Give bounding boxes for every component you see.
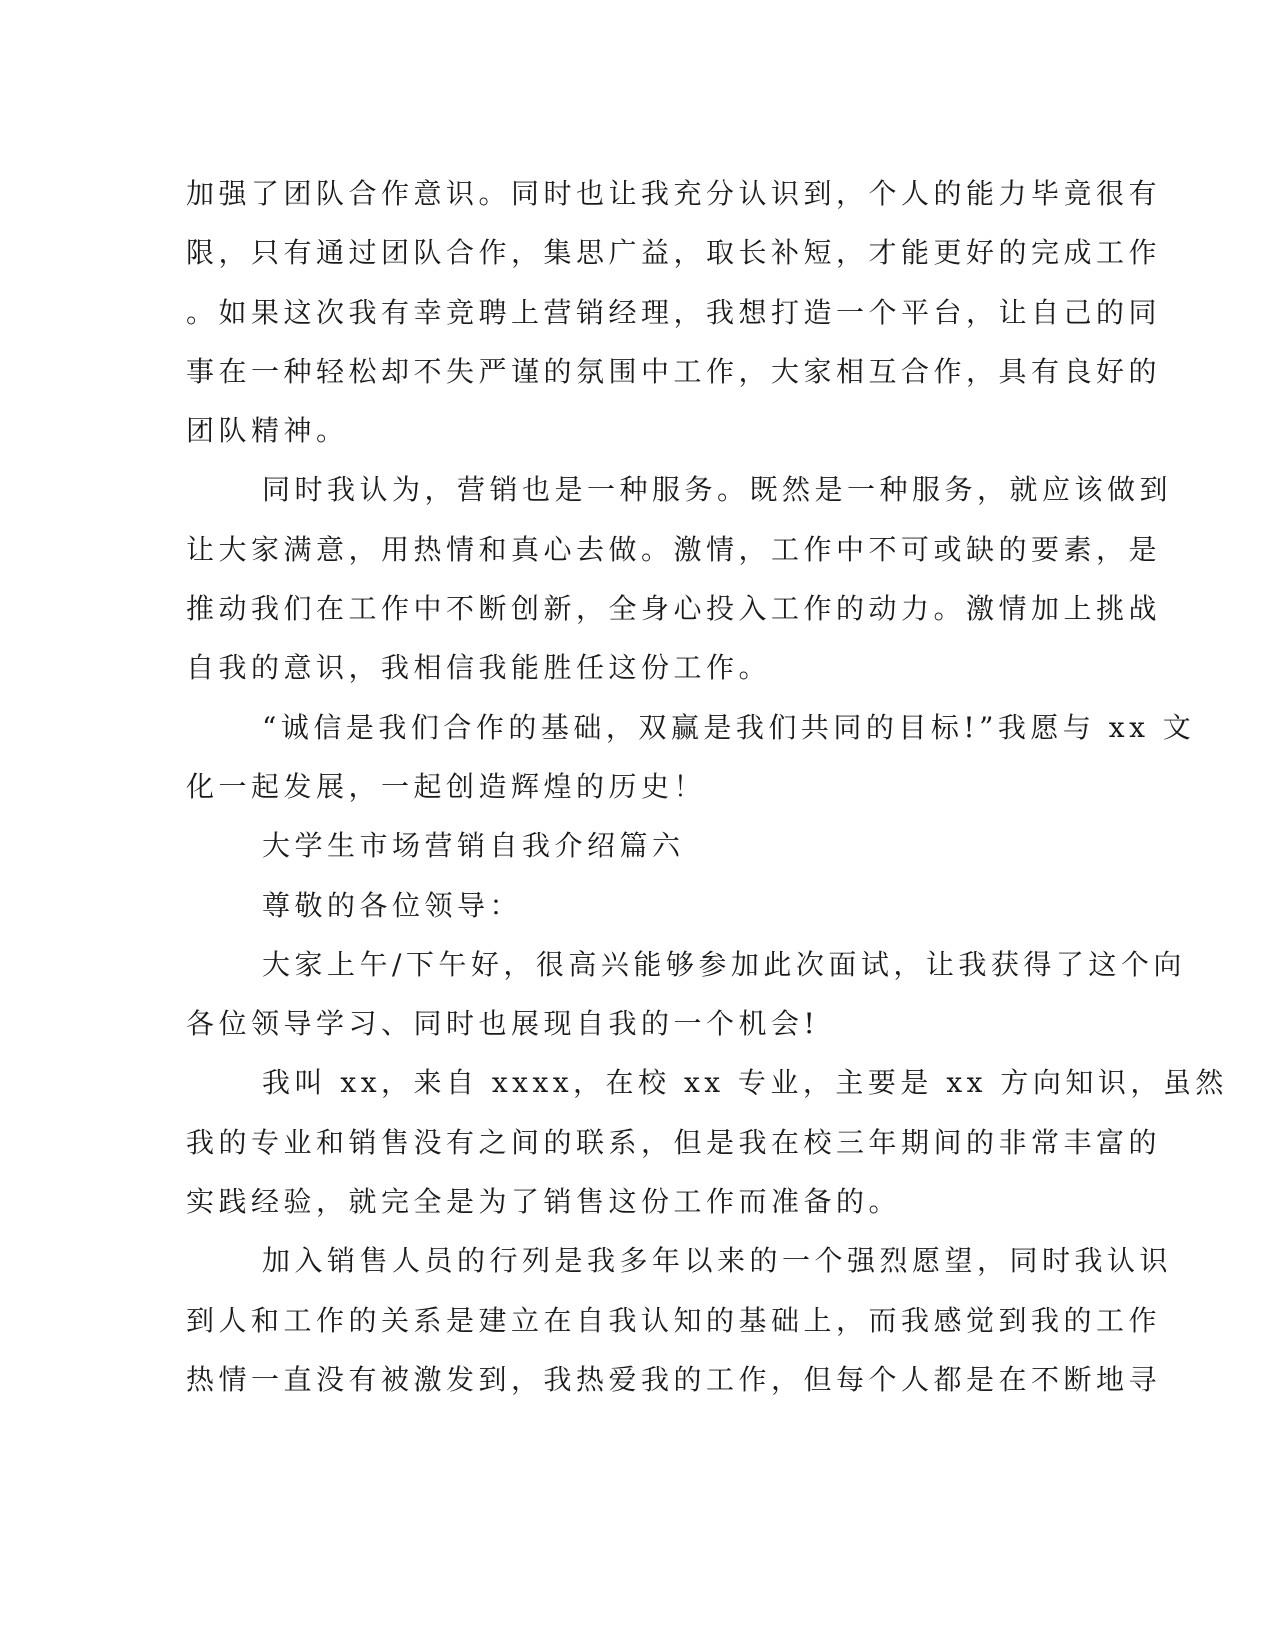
text-line: 限，只有通过团队合作，集思广益，取长补短，才能更好的完成工作 xyxy=(186,236,1162,270)
text-line: 热情一直没有被激发到，我热爱我的工作，但每个人都是在不断地寻 xyxy=(186,1362,1162,1396)
text-line: 实践经验，就完全是为了销售这份工作而准备的。 xyxy=(186,1185,902,1219)
text-line: 我的专业和销售没有之间的联系，但是我在校三年期间的非常丰富的 xyxy=(186,1125,1162,1159)
salutation: 尊敬的各位领导： xyxy=(262,888,523,922)
text-line: 自我的意识，我相信我能胜任这份工作。 xyxy=(186,651,772,685)
text-line: 。如果这次我有幸竞聘上营销经理，我想打造一个平台，让自己的同 xyxy=(186,295,1162,329)
paragraph-start-line: 同时我认为，营销也是一种服务。既然是一种服务，就应该做到 xyxy=(262,473,1173,507)
text-line: 推动我们在工作中不断创新，全身心投入工作的动力。激情加上挑战 xyxy=(186,592,1162,626)
text-line: 加强了团队合作意识。同时也让我充分认识到，个人的能力毕竟很有 xyxy=(186,177,1162,210)
paragraph-start-line: 大家上午/下午好，很高兴能够参加此次面试，让我获得了这个向 xyxy=(262,947,1186,981)
text-line: 化一起发展，一起创造辉煌的历史！ xyxy=(186,769,707,803)
paragraph-start-line: 加入销售人员的行列是我多年以来的一个强烈愿望，同时我认识 xyxy=(262,1244,1173,1278)
section-heading: 大学生市场营销自我介绍篇六 xyxy=(262,829,685,863)
text-line: 让大家满意，用热情和真心去做。激情，工作中不可或缺的要素，是 xyxy=(186,532,1162,566)
text-line: 团队精神。 xyxy=(186,414,349,448)
text-line: 事在一种轻松却不失严谨的氛围中工作，大家相互合作，具有良好的 xyxy=(186,354,1162,388)
text-line: 到人和工作的关系是建立在自我认知的基础上，而我感觉到我的工作 xyxy=(186,1303,1162,1337)
body-text xyxy=(186,164,1228,1409)
paragraph-start-line: “诚信是我们合作的基础，双赢是我们共同的目标!”我愿与 xx 文 xyxy=(262,710,1196,744)
paragraph-start-line: 我叫 xx，来自 xxxx，在校 xx 专业，主要是 xx 方向知识，虽然 xyxy=(262,1066,1228,1100)
text-line: 各位领导学习、同时也展现自我的一个机会! xyxy=(186,1007,820,1041)
